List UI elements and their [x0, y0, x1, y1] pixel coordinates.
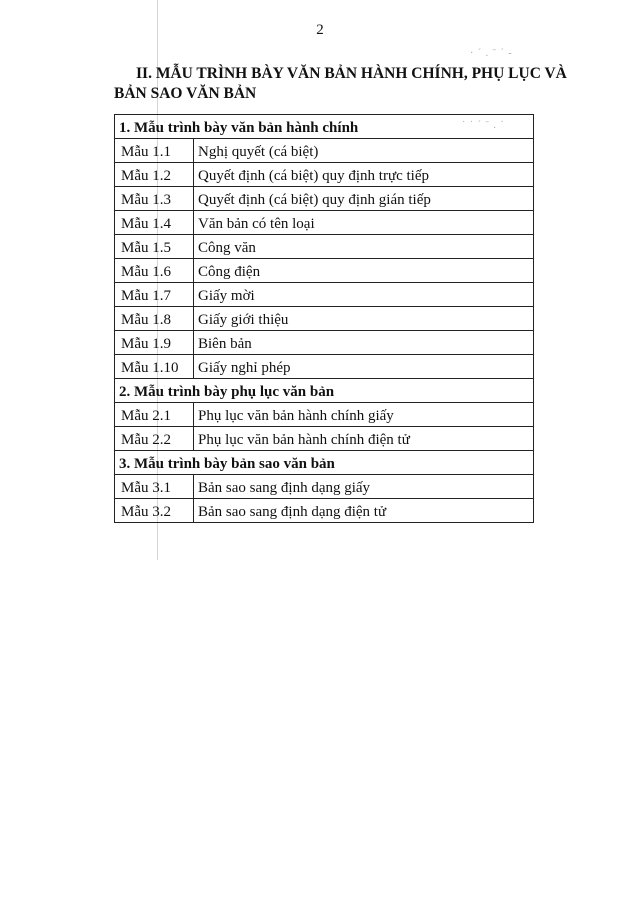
template-name: Giấy mời	[194, 283, 534, 307]
table-row	[115, 499, 534, 523]
table-row	[115, 427, 534, 451]
template-code: Mẫu 1.6	[115, 259, 194, 283]
template-name: Giấy nghỉ phép	[194, 355, 534, 379]
template-code: Mẫu 1.10	[115, 355, 194, 379]
template-name: Bản sao sang định dạng giấy	[194, 475, 534, 499]
template-code: Mẫu 1.4	[115, 211, 194, 235]
table-row	[115, 163, 534, 187]
section-header-row	[115, 379, 534, 403]
faint-stamp-mark: · ˊ . ˉ ˊ -	[470, 48, 513, 59]
section-heading	[114, 64, 594, 104]
template-name: Công văn	[194, 235, 534, 259]
table-row	[115, 307, 534, 331]
template-code: Mẫu 2.2	[115, 427, 194, 451]
template-list-table	[114, 114, 534, 523]
section-header-row	[115, 451, 534, 475]
template-name: Quyết định (cá biệt) quy định trực tiếp	[194, 163, 534, 187]
template-name: Văn bản có tên loại	[194, 211, 534, 235]
template-code: Mẫu 1.9	[115, 331, 194, 355]
template-name: Bản sao sang định dạng điện tử	[194, 499, 534, 523]
template-code: Mẫu 1.7	[115, 283, 194, 307]
heading-line-2: BẢN SAO VĂN BẢN	[114, 85, 257, 102]
section-title: 2. Mẫu trình bày phụ lục văn bản	[115, 379, 534, 403]
template-name: Phụ lục văn bản hành chính điện tử	[194, 427, 534, 451]
template-name: Nghị quyết (cá biệt)	[194, 139, 534, 163]
table-row	[115, 283, 534, 307]
table-row	[115, 403, 534, 427]
table-row	[115, 259, 534, 283]
template-name: Công điện	[194, 259, 534, 283]
template-name: Phụ lục văn bản hành chính giấy	[194, 403, 534, 427]
template-code: Mẫu 1.8	[115, 307, 194, 331]
template-name: Giấy giới thiệu	[194, 307, 534, 331]
table-row	[115, 355, 534, 379]
template-name: Biên bản	[194, 331, 534, 355]
table-row	[115, 139, 534, 163]
section-header-row	[115, 115, 534, 139]
table-row	[115, 211, 534, 235]
template-code: Mẫu 1.5	[115, 235, 194, 259]
template-code: Mẫu 3.2	[115, 499, 194, 523]
template-code: Mẫu 3.1	[115, 475, 194, 499]
template-name: Quyết định (cá biệt) quy định gián tiếp	[194, 187, 534, 211]
table-row	[115, 187, 534, 211]
faint-stamp-mark-2: ˙ ˙ ˊ ˉ . ˙	[462, 120, 505, 131]
template-code: Mẫu 1.1	[115, 139, 194, 163]
heading-line-1: II. MẪU TRÌNH BÀY VĂN BẢN HÀNH CHÍNH, PHỤ LỤC VÀ	[136, 65, 567, 82]
table-row	[115, 475, 534, 499]
template-code: Mẫu 2.1	[115, 403, 194, 427]
table-row	[115, 331, 534, 355]
table-row	[115, 235, 534, 259]
template-code: Mẫu 1.2	[115, 163, 194, 187]
template-code: Mẫu 1.3	[115, 187, 194, 211]
section-title: 1. Mẫu trình bày văn bản hành chính	[115, 115, 534, 139]
page-number: 2	[316, 22, 324, 38]
section-title: 3. Mẫu trình bày bản sao văn bản	[115, 451, 534, 475]
